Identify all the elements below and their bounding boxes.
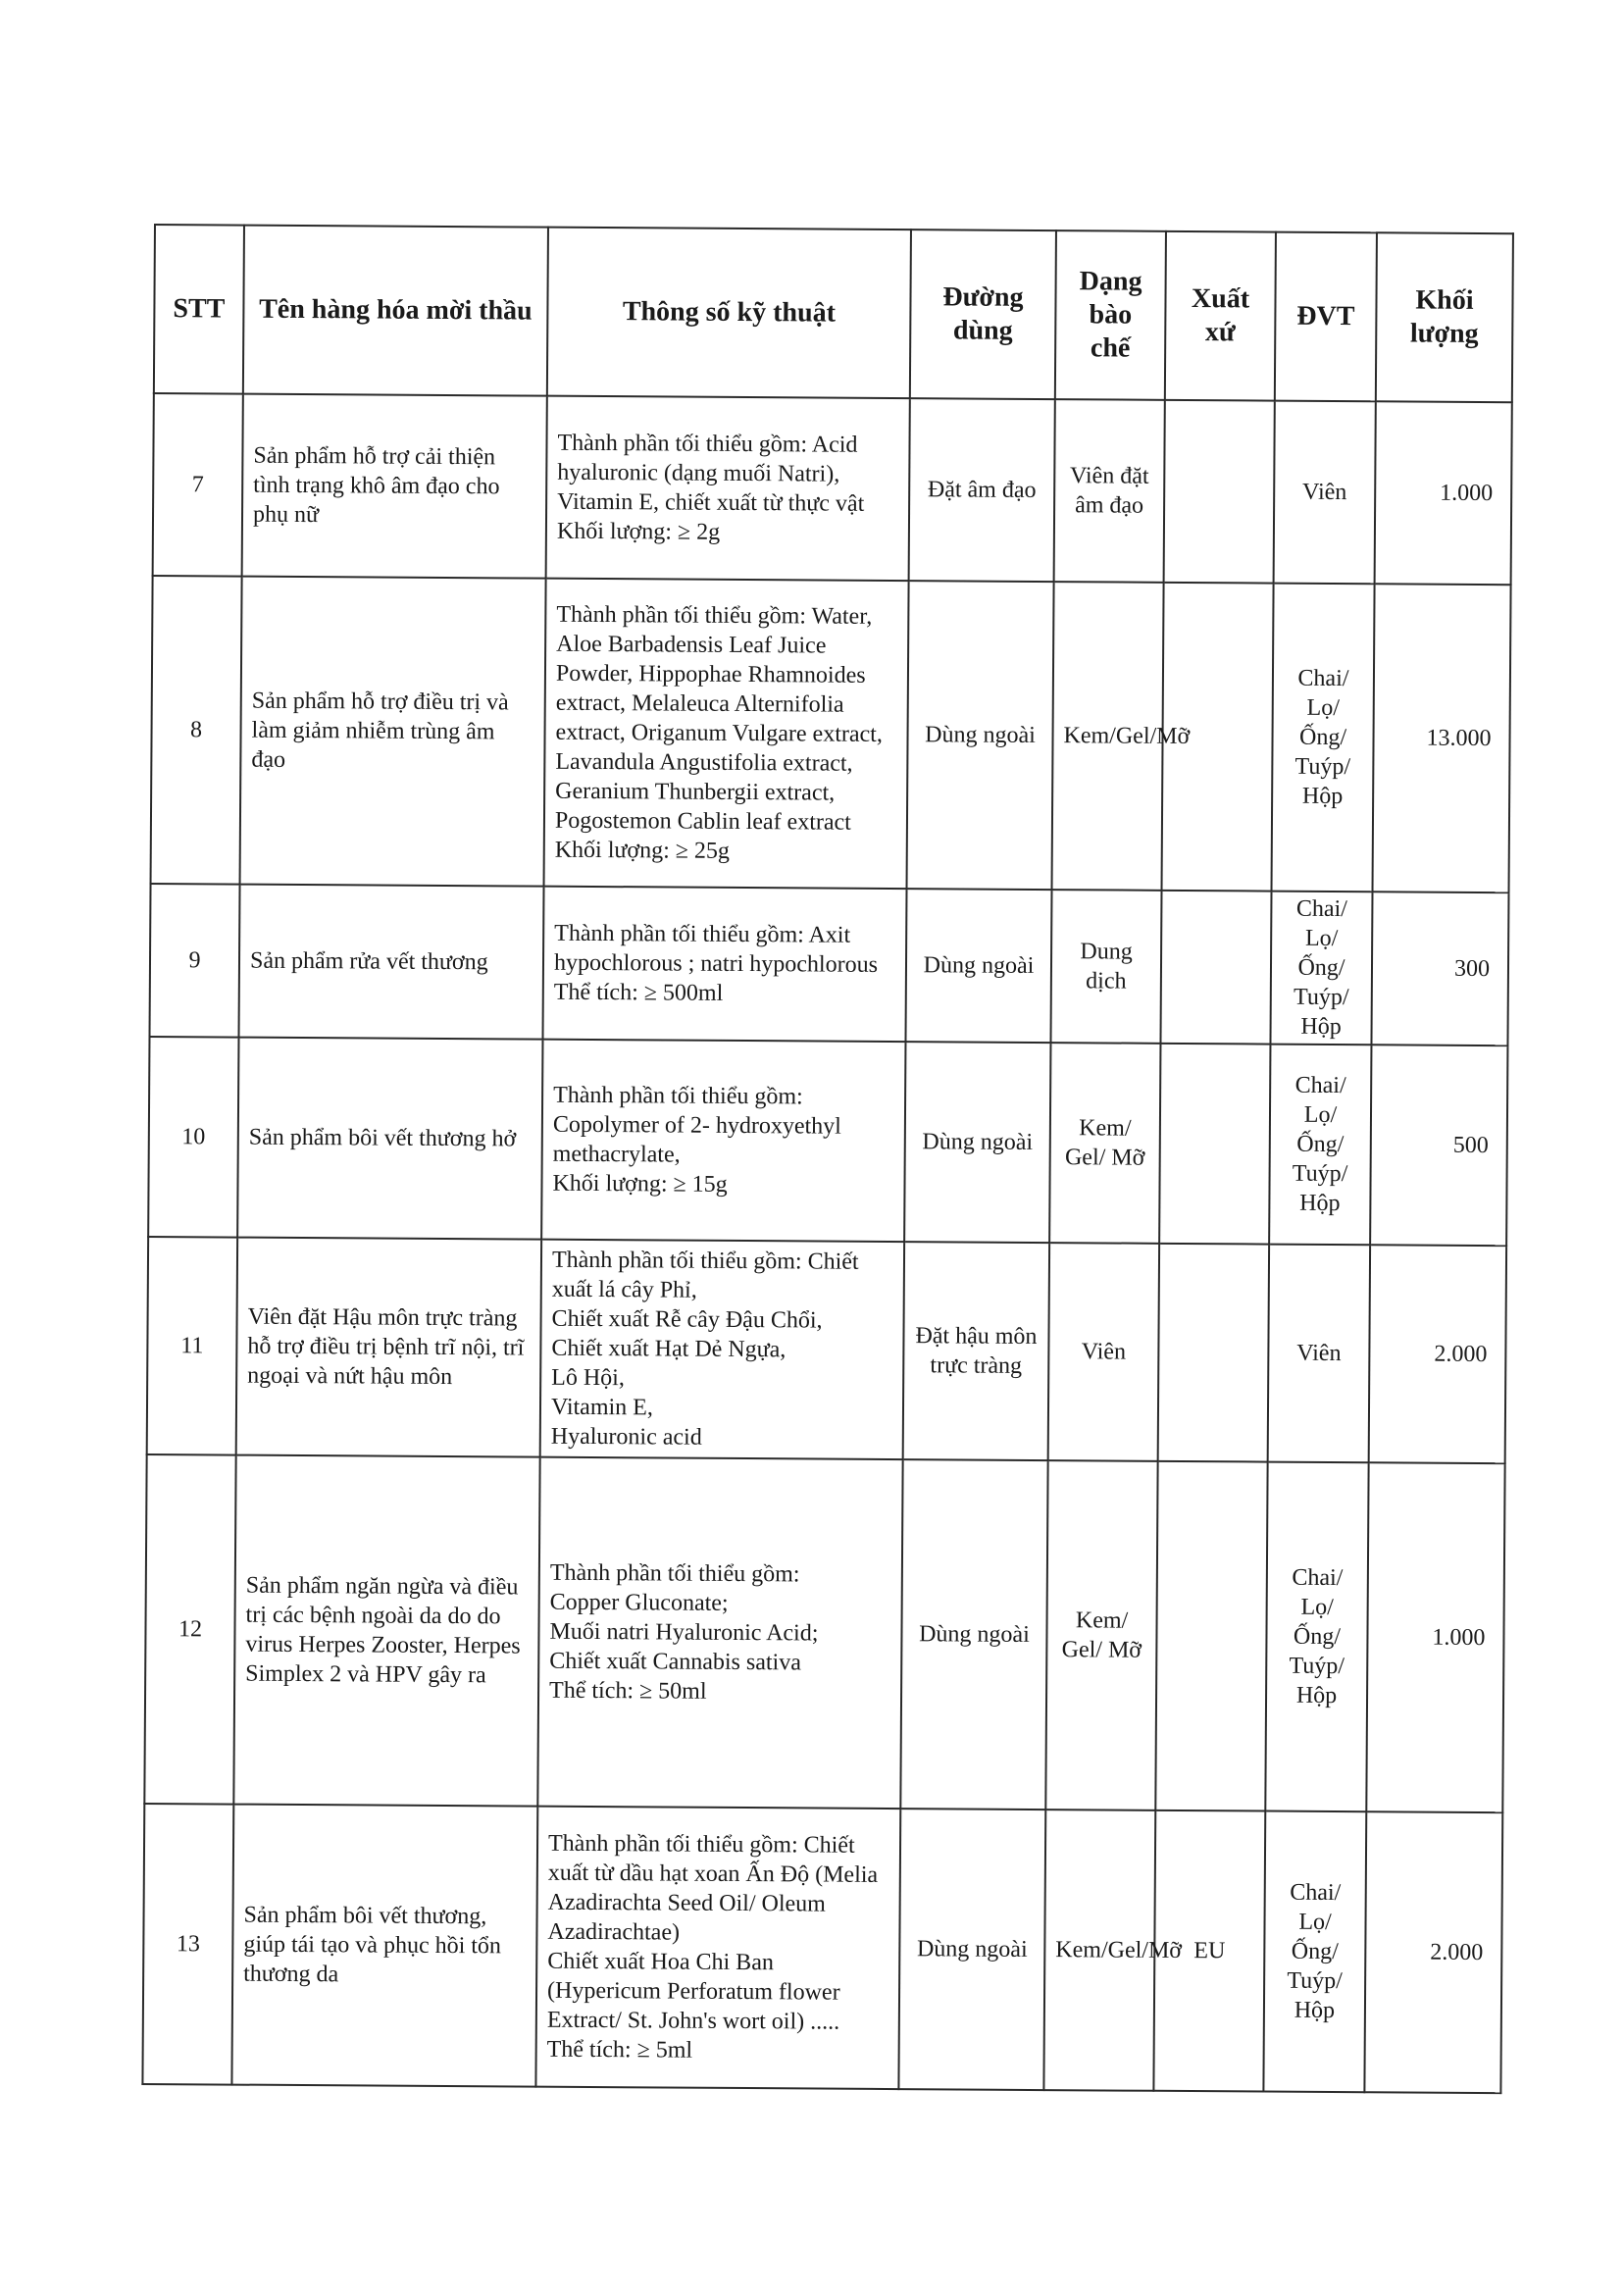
unit-cell: Chai/ Lọ/ Ống/ Tuýp/ Hộp — [1269, 1045, 1371, 1246]
origin-cell — [1159, 1044, 1270, 1245]
row-number-cell: 8 — [151, 576, 242, 885]
technical-spec-cell: Thành phần tối thiểu gồm: Chiết xuất từ dầu hạt xoan Ấn Độ (Melia Azadirachta Seed Oil/ Oleum Azadirachtae) Chiết xuất Hoa Chi Ban (Hypericum Perforatum flower Extract/ St. John's wort oil) ..... Thể tích: ≥ 5ml — [535, 1807, 900, 2089]
table-body — [142, 393, 1511, 2093]
item-name-cell: Viên đặt Hậu môn trực tràng hỗ trợ điều trị bệnh trĩ nội, trĩ ngoại và nứt hậu môn — [236, 1238, 541, 1457]
origin-cell: EU — [1153, 1810, 1265, 2092]
table-row — [142, 1804, 1502, 2093]
quantity-cell: 1.000 — [1375, 401, 1512, 585]
item-name-cell: Sản phẩm hỗ trợ cải thiện tình trạng khô âm đạo cho phụ nữ — [242, 394, 547, 579]
dosage-form-cell: Viên — [1048, 1243, 1159, 1461]
dosage-form-cell: Kem/Gel/Mỡ — [1043, 1810, 1155, 2091]
technical-spec-cell: Thành phần tối thiểu gồm: Axit hypochlorous ; natri hypochlorous Thể tích: ≥ 500ml — [542, 887, 906, 1042]
technical-spec-cell: Thành phần tối thiểu gồm: Acid hyaluronic (dạng muối Natri), Vitamin E, chiết xuất từ thực vật Khối lượng: ≥ 2g — [546, 396, 910, 581]
origin-cell — [1158, 1244, 1269, 1462]
route-cell: Dùng ngoài — [898, 1809, 1045, 2090]
header-dosage-form: Dạng bào chế — [1055, 230, 1166, 400]
dosage-form-cell: Kem/Gel/Mỡ — [1052, 582, 1164, 891]
origin-cell — [1160, 891, 1271, 1045]
technical-spec-cell: Thành phần tối thiểu gồm: Copper Gluconate; Muối natri Hyaluronic Acid; Chiết xuất Cannabis sativa Thể tích: ≥ 50ml — [537, 1457, 902, 1809]
unit-cell: Chai/ Lọ/ Ống/ Tuýp/ Hộp — [1265, 1462, 1368, 1812]
quantity-cell: 13.000 — [1373, 584, 1511, 892]
item-name-cell: Sản phẩm ngăn ngừa và điều trị các bệnh ngoài da do do virus Herpes Zooster, Herpes Simplex 2 và HPV gây ra — [233, 1455, 539, 1807]
quantity-cell: 1.000 — [1366, 1462, 1504, 1812]
quantity-cell: 500 — [1370, 1045, 1507, 1246]
dosage-form-cell: Viên đặt âm đạo — [1054, 399, 1165, 583]
row-number-cell: 9 — [150, 884, 240, 1038]
header-origin: Xuất xứ — [1165, 231, 1276, 401]
origin-cell — [1164, 400, 1275, 584]
route-cell: Đặt âm đạo — [909, 398, 1055, 582]
quantity-cell: 2.000 — [1364, 1811, 1502, 2093]
unit-cell: Chai/ Lọ/ Ống/ Tuýp/ Hộp — [1263, 1811, 1366, 2093]
unit-cell: Viên — [1268, 1245, 1370, 1463]
table-row — [148, 1037, 1507, 1246]
row-number-cell: 11 — [147, 1237, 237, 1455]
row-number-cell: 10 — [148, 1037, 238, 1238]
header-stt: STT — [154, 225, 244, 394]
route-cell: Dùng ngoài — [904, 1042, 1050, 1243]
row-number-cell: 12 — [144, 1454, 235, 1805]
unit-cell: Chai/ Lọ/ Ống/ Tuýp/ Hộp — [1270, 892, 1372, 1045]
header-quantity: Khối lượng — [1376, 232, 1513, 402]
header-unit: ĐVT — [1275, 232, 1377, 402]
table-row — [153, 393, 1512, 585]
table-row — [151, 576, 1511, 892]
dosage-form-cell: Kem/ Gel/ Mỡ — [1045, 1460, 1157, 1810]
bid-items-table — [141, 224, 1514, 2094]
quantity-cell: 300 — [1371, 892, 1508, 1045]
table-row — [147, 1237, 1506, 1463]
item-name-cell: Sản phẩm hỗ trợ điều trị và làm giảm nhiễm trùng âm đạo — [240, 577, 546, 887]
table-header-row — [154, 225, 1513, 402]
row-number-cell: 7 — [153, 393, 243, 577]
quantity-cell: 2.000 — [1369, 1245, 1506, 1463]
header-item-name: Tên hàng hóa mời thầu — [243, 226, 548, 396]
item-name-cell: Sản phẩm rửa vết thương — [238, 885, 543, 1040]
table-row — [150, 884, 1509, 1045]
technical-spec-cell: Thành phần tối thiểu gồm: Copolymer of 2- hydroxyethyl methacrylate, Khối lượng: ≥ 15g — [541, 1040, 905, 1242]
route-cell: Dùng ngoài — [907, 581, 1054, 890]
dosage-form-cell: Dung dịch — [1050, 890, 1161, 1044]
item-name-cell: Sản phẩm bôi vết thương hở — [237, 1038, 542, 1240]
row-number-cell: 13 — [142, 1804, 233, 2085]
unit-cell: Viên — [1274, 401, 1376, 585]
table-row — [144, 1454, 1504, 1812]
route-cell: Đặt hậu môn trực tràng — [903, 1242, 1049, 1460]
dosage-form-cell: Kem/ Gel/ Mỡ — [1049, 1043, 1160, 1244]
route-cell: Dùng ngoài — [905, 889, 1051, 1043]
header-route: Đường dùng — [910, 229, 1056, 399]
unit-cell: Chai/ Lọ/ Ống/ Tuýp/ Hộp — [1272, 584, 1375, 892]
origin-cell — [1155, 1461, 1267, 1811]
item-name-cell: Sản phẩm bôi vết thương, giúp tái tạo và phục hồi tổn thương da — [231, 1805, 537, 2087]
header-spec: Thông số kỹ thuật — [547, 228, 911, 398]
technical-spec-cell: Thành phần tối thiểu gồm: Water, Aloe Barbadensis Leaf Juice Powder, Hippophae Rhamnoides extract, Melaleuca Alternifolia extract, Origanum Vulgare extract, Lavandula Angustifolia extract, Geranium Thunbergii extract, Pogostemon Cablin leaf extract Khối lượng: ≥ 25g — [544, 579, 909, 889]
technical-spec-cell: Thành phần tối thiểu gồm: Chiết xuất lá cây Phỉ, Chiết xuất Rễ cây Đậu Chổi, Chiết xuất Hạt Dẻ Ngựa, Lô Hội, Vitamin E, Hyaluronic acid — [540, 1240, 904, 1459]
route-cell: Dùng ngoài — [900, 1459, 1047, 1810]
